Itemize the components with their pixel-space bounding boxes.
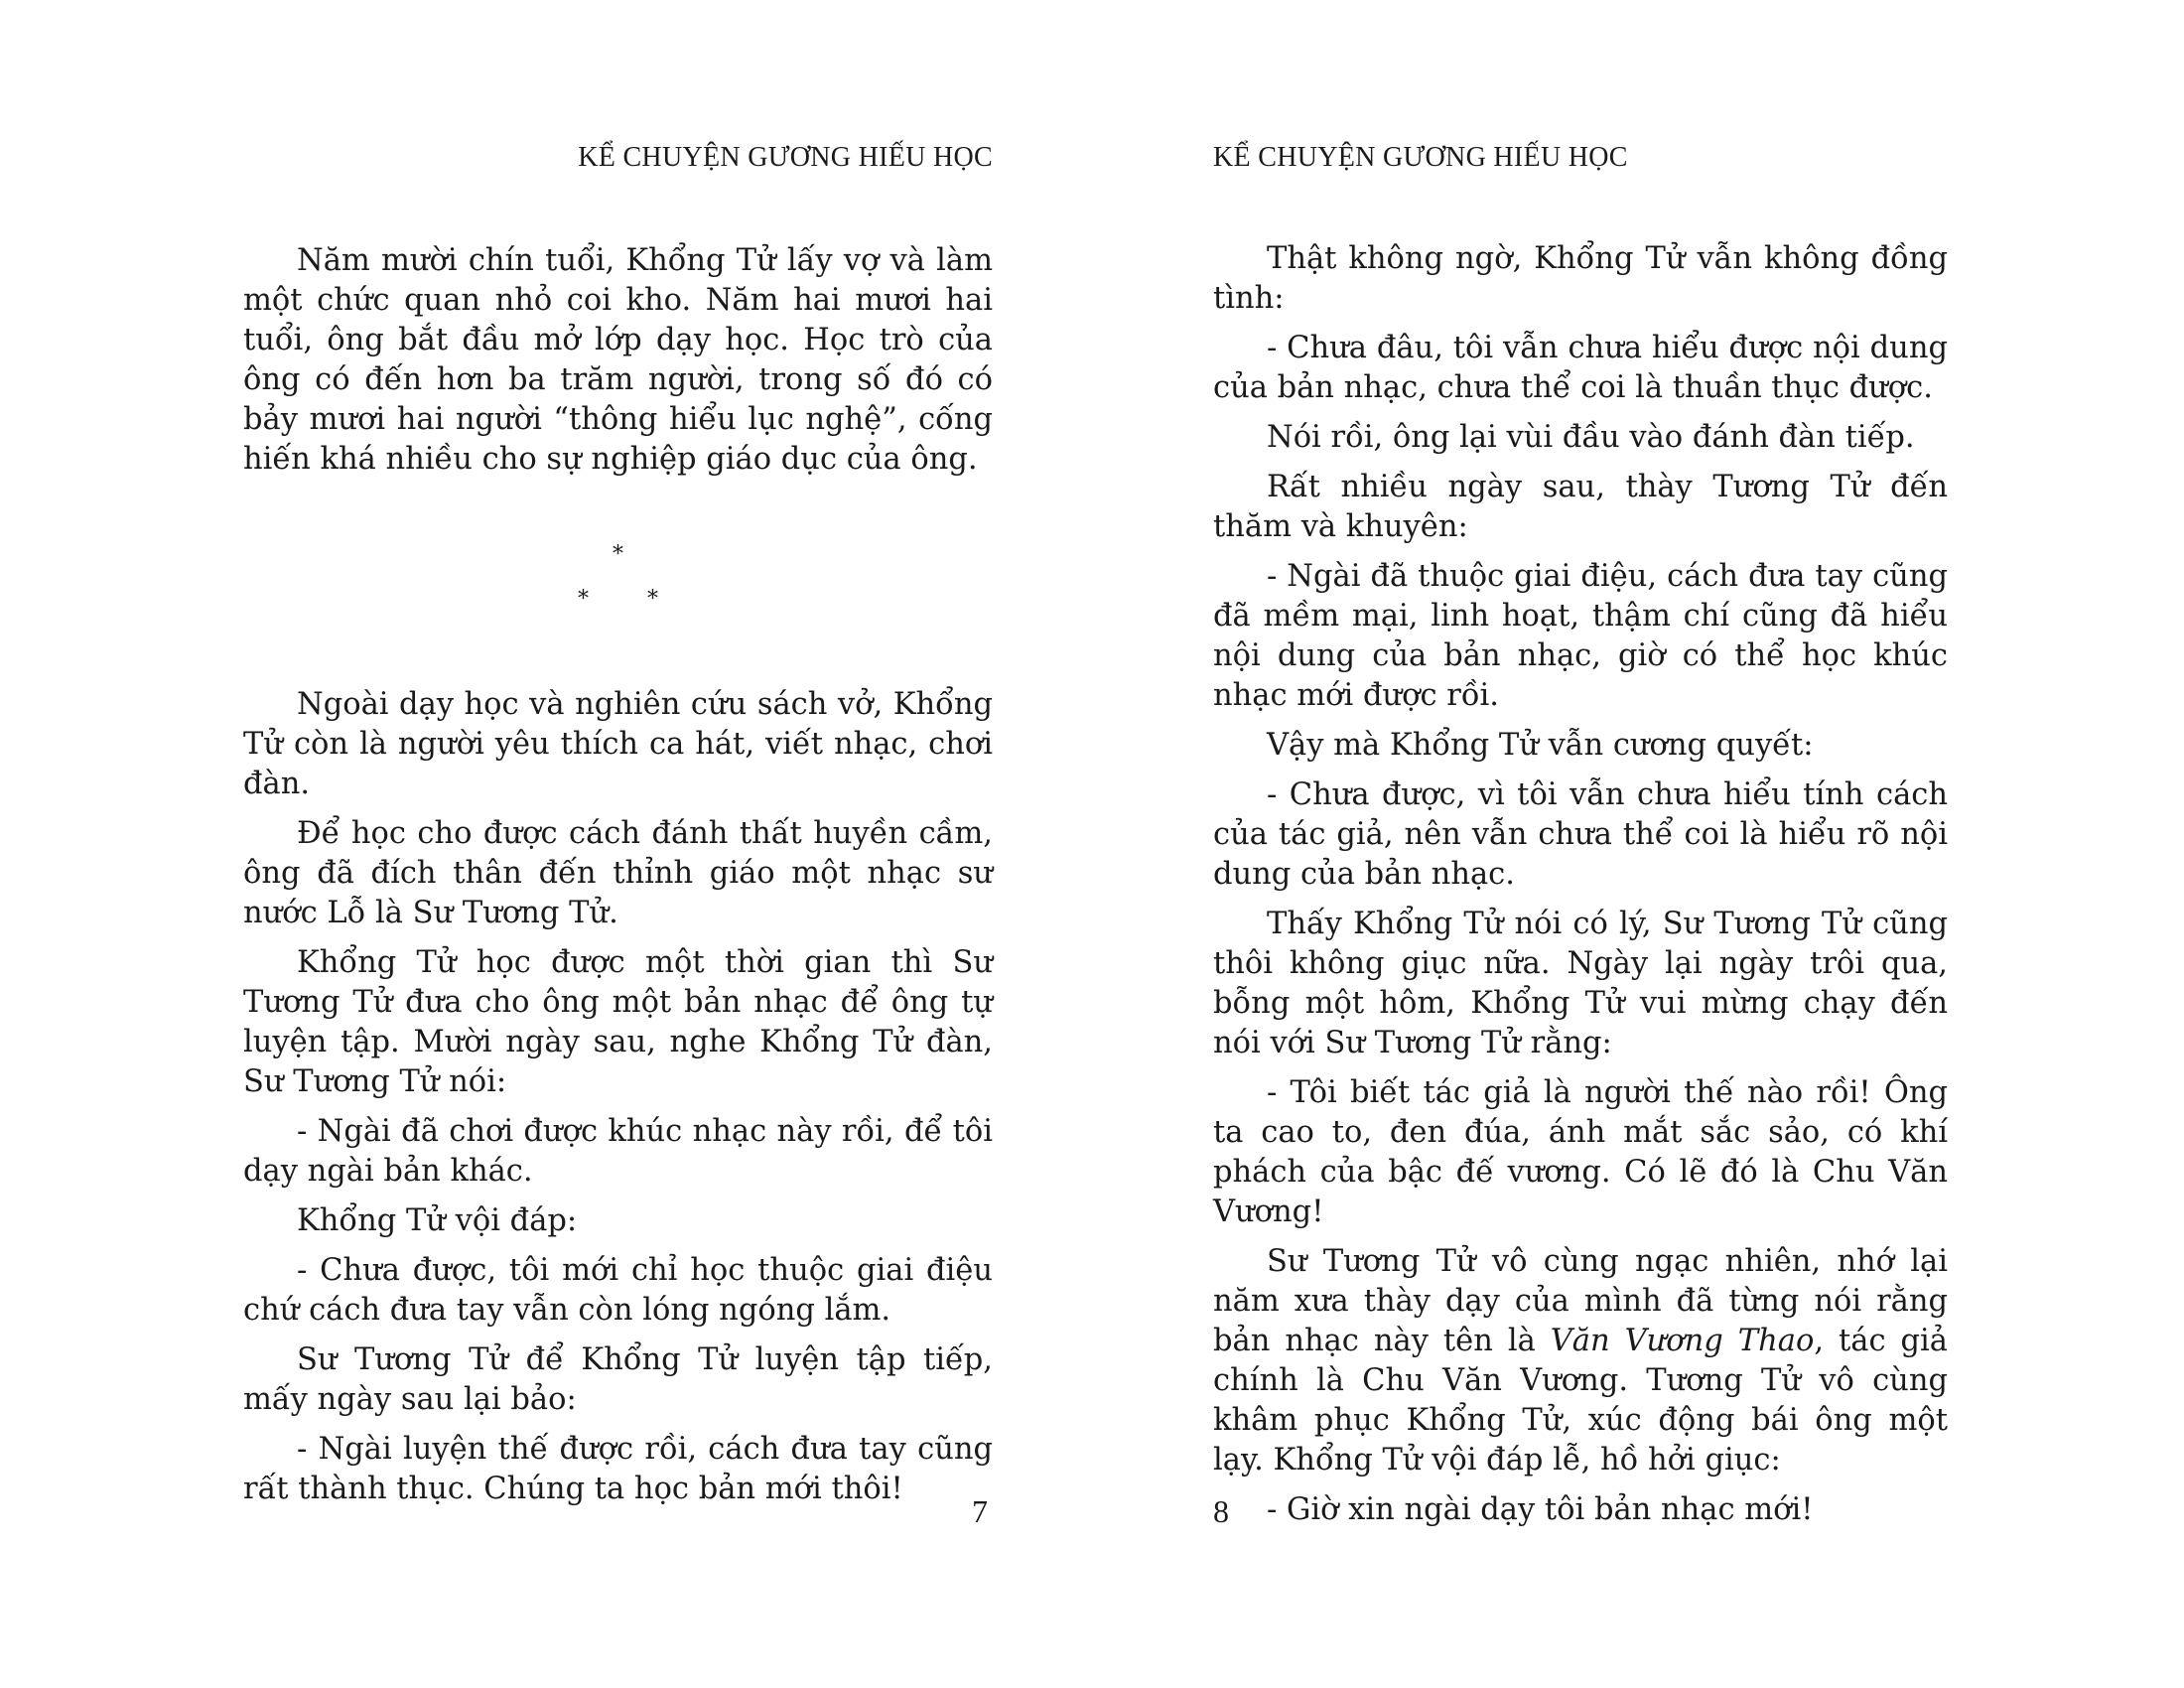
paragraph: Ngoài dạy học và nghiên cứu sách vở, Khổng Tử còn là người yêu thích ca hát, viết nhạc, chơi đàn.: [243, 687, 993, 801]
asterisk-top: *: [613, 542, 623, 567]
paragraph: - Ngài luyện thế được rồi, cách đưa tay cũng rất thành thục. Chúng ta học bản mới thôi!: [243, 1432, 993, 1506]
paragraph-with-title: [1213, 1242, 1948, 1480]
left-section-1: [243, 241, 993, 490]
text-segment: Sư Tương Tử vô cùng ngạc nhiên, nhớ lại năm xưa thày dạy của mình đã từng nói rằng bản nhạc này tên là: [1213, 1244, 1948, 1358]
left-section-2: [243, 685, 993, 1509]
paragraph: - Chưa được, vì tôi vẫn chưa hiểu tính cách của tác giả, nên vẫn chưa thể coi là hiểu rõ nội dung của bản nhạc.: [1213, 777, 1948, 892]
left-page: [243, 0, 993, 1688]
paragraph: Thấy Khổng Tử nói có lý, Sư Tương Tử cũng thôi không giục nữa. Ngày lại ngày trôi qua, bỗng một hôm, Khổng Tử vui mừng chạy đến nói với Sư Tương Tử rằng:: [1213, 907, 1948, 1060]
paragraph: - Tôi biết tác giả là người thế nào rồi! Ông ta cao to, đen đúa, ánh mắt sắc sảo, có khí phách của bậc đế vương. Có lẽ đó là Chu Văn Vương!: [1213, 1075, 1948, 1229]
paragraph: Nói rồi, ông lại vùi đầu vào đánh đàn tiếp.: [1267, 420, 1915, 455]
paragraph: Năm mười chín tuổi, Khổng Tử lấy vợ và làm một chức quan nhỏ coi kho. Năm hai mươi hai tuổi, ông bắt đầu mở lớp dạy học. Học trò của ông có đến hơn ba trăm người, trong số đó có bảy mươi hai người “thông hiểu lục nghệ”, cống hiến khá nhiều cho sự nghiệp giáo dục của ông.: [243, 243, 993, 477]
asterisk-bottom-right: *: [647, 587, 658, 612]
paragraph: Sư Tương Tử để Khổng Tử luyện tập tiếp, mấy ngày sau lại bảo:: [243, 1342, 993, 1417]
paragraph: - Ngài đã thuộc giai điệu, cách đưa tay cũng đã mềm mại, linh hoạt, thậm chí cũng đã hiểu nội dung của bản nhạc, giờ có thể học khúc nhạc mới được rồi.: [1213, 559, 1948, 713]
text-segment: , tác giả chính là Chu Văn Vương. Tương Tử vô cùng khâm phục Khổng Tử, xúc động bái ông một lạy. Khổng Tử vội đáp lễ, hồ hởi giục:: [1213, 1324, 1948, 1477]
paragraph: Rất nhiều ngày sau, thày Tương Tử đến thăm và khuyên:: [1213, 470, 1948, 544]
running-header-right: KỂ CHUYỆN GƯƠNG HIẾU HỌC: [1213, 142, 1628, 173]
paragraph: Khổng Tử vội đáp:: [297, 1203, 578, 1238]
paragraph: Khổng Tử học được một thời gian thì Sư Tương Tử đưa cho ông một bản nhạc để ông tự luyện tập. Mười ngày sau, nghe Khổng Tử đàn, Sư Tương Tử nói:: [243, 945, 993, 1099]
music-title-italic: Văn Vương Thao: [1550, 1324, 1815, 1358]
paragraph: - Giờ xin ngài dạy tôi bản nhạc mới!: [1267, 1492, 1814, 1527]
paragraph: - Chưa được, tôi mới chỉ học thuộc giai điệu chứ cách đưa tay vẫn còn lóng ngóng lắm.: [243, 1253, 993, 1328]
paragraph: - Ngài đã chơi được khúc nhạc này rồi, để tôi dạy ngài bản khác.: [243, 1114, 993, 1189]
right-body: [1213, 239, 1948, 1530]
page-number-right: 8: [1213, 1493, 1229, 1529]
paragraph: Để học cho được cách đánh thất huyền cầm, ông đã đích thân đến thỉnh giáo một nhạc sư nước Lỗ là Sư Tương Tử.: [243, 816, 993, 930]
page-number-left: 7: [972, 1493, 988, 1529]
asterisk-bottom-left: *: [578, 587, 589, 612]
running-header-left: KỂ CHUYỆN GƯƠNG HIẾU HỌC: [578, 142, 993, 173]
paragraph: Thật không ngờ, Khổng Tử vẫn không đồng tình:: [1213, 241, 1948, 316]
paragraph: - Chưa đâu, tôi vẫn chưa hiểu được nội dung của bản nhạc, chưa thể coi là thuần thục được.: [1213, 331, 1948, 405]
right-page: [1213, 0, 1948, 1688]
paragraph: Vậy mà Khổng Tử vẫn cương quyết:: [1267, 728, 1814, 763]
